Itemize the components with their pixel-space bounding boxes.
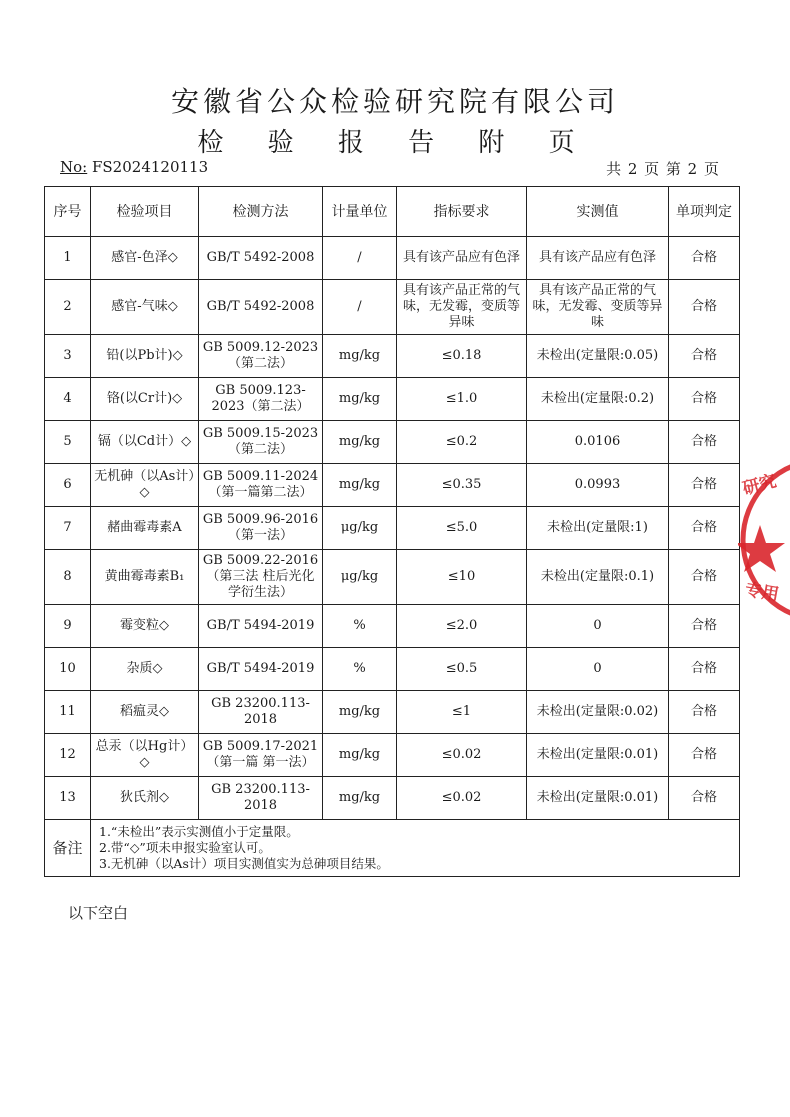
cell-method: GB 5009.11-2024（第一篇第二法）	[199, 464, 323, 507]
cell-judgement: 合格	[669, 335, 740, 378]
cell-requirement: ≤1	[397, 691, 527, 734]
svg-text:专用: 专用	[743, 579, 781, 606]
cell-judgement: 合格	[669, 464, 740, 507]
table-row	[45, 507, 740, 550]
notes-cell	[91, 820, 740, 877]
cell-no: 5	[45, 421, 91, 464]
cell-item: 感官-色泽◇	[91, 237, 199, 280]
cell-method: GB 5009.15-2023（第二法）	[199, 421, 323, 464]
cell-method: GB 23200.113-2018	[199, 691, 323, 734]
cell-requirement: 具有该产品应有色泽	[397, 237, 527, 280]
cell-requirement: 具有该产品正常的气味，无发霉，变质等异味	[397, 280, 527, 335]
cell-result: 未检出(定量限:0.05)	[527, 335, 669, 378]
cell-item: 杂质◇	[91, 648, 199, 691]
col-header-method: 检测方法	[199, 187, 323, 237]
col-header-unit: 计量单位	[323, 187, 397, 237]
cell-method: GB/T 5492-2008	[199, 280, 323, 335]
table-row	[45, 734, 740, 777]
table-row	[45, 648, 740, 691]
cell-judgement: 合格	[669, 280, 740, 335]
cell-unit: mg/kg	[323, 777, 397, 820]
cell-no: 2	[45, 280, 91, 335]
table-row	[45, 605, 740, 648]
results-table	[44, 186, 740, 877]
notes-label: 备注	[45, 820, 91, 877]
col-header-requirement: 指标要求	[397, 187, 527, 237]
cell-method: GB/T 5492-2008	[199, 237, 323, 280]
cell-item: 铬(以Cr计)◇	[91, 378, 199, 421]
table-row	[45, 550, 740, 605]
cell-no: 13	[45, 777, 91, 820]
cell-item: 稻瘟灵◇	[91, 691, 199, 734]
cell-item: 感官-气味◇	[91, 280, 199, 335]
cell-unit: %	[323, 648, 397, 691]
col-header-result: 实测值	[527, 187, 669, 237]
cell-method: GB 5009.96-2016（第一法）	[199, 507, 323, 550]
cell-unit: %	[323, 605, 397, 648]
cell-item: 霉变粒◇	[91, 605, 199, 648]
official-seal-stamp	[738, 455, 790, 625]
cell-unit: μg/kg	[323, 507, 397, 550]
cell-judgement: 合格	[669, 605, 740, 648]
cell-item: 总汞（以Hg计）◇	[91, 734, 199, 777]
cell-no: 4	[45, 378, 91, 421]
cell-item: 镉（以Cd计）◇	[91, 421, 199, 464]
cell-judgement: 合格	[669, 507, 740, 550]
cell-unit: μg/kg	[323, 550, 397, 605]
col-header-no: 序号	[45, 187, 91, 237]
cell-result: 未检出(定量限:0.01)	[527, 734, 669, 777]
report-no-label: No:	[60, 158, 88, 176]
cell-no: 9	[45, 605, 91, 648]
note-line: 3.无机砷（以As计）项目实测值实为总砷项目结果。	[99, 856, 389, 871]
report-number	[60, 158, 208, 176]
cell-unit: mg/kg	[323, 734, 397, 777]
cell-item: 无机砷（以As计）◇	[91, 464, 199, 507]
cell-requirement: ≤0.02	[397, 734, 527, 777]
table-header-row	[45, 187, 740, 237]
cell-result: 0	[527, 605, 669, 648]
cell-item: 铅(以Pb计)◇	[91, 335, 199, 378]
table-row	[45, 691, 740, 734]
blank-below-text: 以下空白	[68, 904, 129, 922]
cell-result: 未检出(定量限:0.2)	[527, 378, 669, 421]
cell-requirement: ≤5.0	[397, 507, 527, 550]
cell-judgement: 合格	[669, 777, 740, 820]
table-row	[45, 280, 740, 335]
cell-result: 具有该产品应有色泽	[527, 237, 669, 280]
cell-item: 狄氏剂◇	[91, 777, 199, 820]
cell-unit: mg/kg	[323, 421, 397, 464]
cell-no: 11	[45, 691, 91, 734]
cell-result: 具有该产品正常的气味，无发霉、变质等异味	[527, 280, 669, 335]
cell-judgement: 合格	[669, 378, 740, 421]
note-line: 1.“未检出”表示实测值小于定量限。	[99, 824, 299, 839]
cell-unit: mg/kg	[323, 691, 397, 734]
cell-requirement: ≤1.0	[397, 378, 527, 421]
company-title: 安徽省公众检验研究院有限公司	[170, 85, 619, 118]
cell-requirement: ≤10	[397, 550, 527, 605]
table-row	[45, 335, 740, 378]
cell-judgement: 合格	[669, 237, 740, 280]
cell-unit: mg/kg	[323, 464, 397, 507]
cell-item: 黄曲霉毒素B₁	[91, 550, 199, 605]
svg-text:研究: 研究	[740, 471, 779, 500]
table-row	[45, 378, 740, 421]
cell-judgement: 合格	[669, 550, 740, 605]
table-row	[45, 421, 740, 464]
cell-judgement: 合格	[669, 421, 740, 464]
cell-no: 8	[45, 550, 91, 605]
cell-no: 7	[45, 507, 91, 550]
cell-result: 未检出(定量限:0.02)	[527, 691, 669, 734]
table-row	[45, 777, 740, 820]
cell-requirement: ≤2.0	[397, 605, 527, 648]
cell-method: GB 5009.17-2021（第一篇 第一法）	[199, 734, 323, 777]
cell-requirement: ≤0.2	[397, 421, 527, 464]
cell-method: GB/T 5494-2019	[199, 605, 323, 648]
cell-method: GB 5009.22-2016（第三法 柱后光化学衍生法）	[199, 550, 323, 605]
note-line: 2.带“◇”项未申报实验室认可。	[99, 840, 271, 855]
cell-item: 赭曲霉毒素A	[91, 507, 199, 550]
cell-result: 0.0106	[527, 421, 669, 464]
cell-result: 0	[527, 648, 669, 691]
cell-requirement: ≤0.02	[397, 777, 527, 820]
cell-method: GB/T 5494-2019	[199, 648, 323, 691]
table-row	[45, 464, 740, 507]
page-indicator: 共 2 页 第 2 页	[606, 160, 720, 178]
cell-no: 6	[45, 464, 91, 507]
cell-unit: mg/kg	[323, 378, 397, 421]
cell-judgement: 合格	[669, 734, 740, 777]
cell-requirement: ≤0.35	[397, 464, 527, 507]
report-no-value: FS2024120113	[92, 158, 209, 176]
cell-unit: /	[323, 237, 397, 280]
cell-requirement: ≤0.5	[397, 648, 527, 691]
cell-no: 12	[45, 734, 91, 777]
col-header-item: 检验项目	[91, 187, 199, 237]
cell-method: GB 23200.113-2018	[199, 777, 323, 820]
cell-requirement: ≤0.18	[397, 335, 527, 378]
cell-result: 未检出(定量限:0.01)	[527, 777, 669, 820]
cell-unit: /	[323, 280, 397, 335]
report-subtitle: 检 验 报 告 附 页	[197, 128, 593, 158]
cell-result: 0.0993	[527, 464, 669, 507]
cell-no: 10	[45, 648, 91, 691]
cell-result: 未检出(定量限:0.1)	[527, 550, 669, 605]
cell-judgement: 合格	[669, 648, 740, 691]
cell-judgement: 合格	[669, 691, 740, 734]
cell-method: GB 5009.12-2023（第二法）	[199, 335, 323, 378]
table-row	[45, 237, 740, 280]
notes-row	[45, 820, 740, 877]
cell-method: GB 5009.123-2023（第二法）	[199, 378, 323, 421]
cell-no: 3	[45, 335, 91, 378]
cell-result: 未检出(定量限:1)	[527, 507, 669, 550]
col-header-judgement: 单项判定	[669, 187, 740, 237]
cell-no: 1	[45, 237, 91, 280]
cell-unit: mg/kg	[323, 335, 397, 378]
